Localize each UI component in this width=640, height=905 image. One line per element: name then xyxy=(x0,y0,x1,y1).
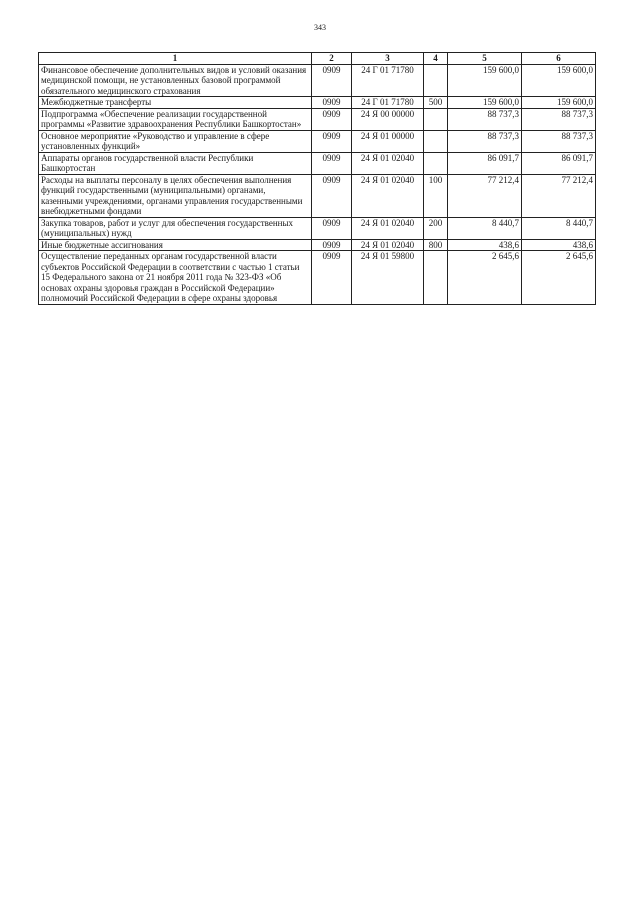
row-section: 0909 xyxy=(312,108,352,130)
table-row xyxy=(39,251,596,305)
row-expense-type: 200 xyxy=(424,217,448,239)
row-expense-type xyxy=(424,130,448,152)
row-amount-6: 159 600,0 xyxy=(522,64,596,97)
table-row xyxy=(39,217,596,239)
row-target-article: 24 Г 01 71780 xyxy=(352,64,424,97)
row-expense-type xyxy=(424,251,448,305)
row-amount-5: 8 440,7 xyxy=(448,217,522,239)
row-target-article: 24 Я 01 02040 xyxy=(352,239,424,251)
row-name: Иные бюджетные ассигнования xyxy=(39,239,312,251)
table-row xyxy=(39,108,596,130)
row-amount-6: 2 645,6 xyxy=(522,251,596,305)
table-row xyxy=(39,174,596,217)
column-header: 3 xyxy=(352,53,424,65)
row-section: 0909 xyxy=(312,130,352,152)
column-header: 4 xyxy=(424,53,448,65)
row-target-article: 24 Г 01 71780 xyxy=(352,97,424,109)
row-amount-5: 159 600,0 xyxy=(448,64,522,97)
row-amount-5: 438,6 xyxy=(448,239,522,251)
table-row xyxy=(39,130,596,152)
row-amount-5: 77 212,4 xyxy=(448,174,522,217)
budget-table xyxy=(38,52,596,305)
row-amount-6: 86 091,7 xyxy=(522,152,596,174)
table-row xyxy=(39,239,596,251)
row-section: 0909 xyxy=(312,217,352,239)
row-target-article: 24 Я 01 02040 xyxy=(352,152,424,174)
row-amount-6: 8 440,7 xyxy=(522,217,596,239)
row-amount-5: 88 737,3 xyxy=(448,130,522,152)
row-expense-type: 500 xyxy=(424,97,448,109)
column-header: 2 xyxy=(312,53,352,65)
row-amount-5: 88 737,3 xyxy=(448,108,522,130)
row-expense-type: 800 xyxy=(424,239,448,251)
row-name: Подпрограмма «Обеспечение реализации государственной программы «Развитие здравоохранения Республики Башкортостан» xyxy=(39,108,312,130)
row-expense-type: 100 xyxy=(424,174,448,217)
table-row xyxy=(39,97,596,109)
row-name: Осуществление переданных органам государственной власти субъектов Российской Федерации в соответствии с частью 1 статьи 15 Федерального закона от 21 ноября 2011 года № 323-ФЗ «Об основах охраны здоровья граждан в Российской Федерации» полномочий Российской Федерации в сфере охраны здоровья xyxy=(39,251,312,305)
row-name: Аппараты органов государственной власти Республики Башкортостан xyxy=(39,152,312,174)
row-amount-6: 159 600,0 xyxy=(522,97,596,109)
row-amount-5: 2 645,6 xyxy=(448,251,522,305)
table-row xyxy=(39,152,596,174)
row-name: Межбюджетные трансферты xyxy=(39,97,312,109)
row-name: Закупка товаров, работ и услуг для обеспечения государственных (муниципальных) нужд xyxy=(39,217,312,239)
column-header: 5 xyxy=(448,53,522,65)
row-section: 0909 xyxy=(312,251,352,305)
row-target-article: 24 Я 00 00000 xyxy=(352,108,424,130)
row-section: 0909 xyxy=(312,64,352,97)
row-target-article: 24 Я 01 02040 xyxy=(352,174,424,217)
row-section: 0909 xyxy=(312,97,352,109)
row-target-article: 24 Я 01 00000 xyxy=(352,130,424,152)
row-amount-5: 159 600,0 xyxy=(448,97,522,109)
row-expense-type xyxy=(424,64,448,97)
row-target-article: 24 Я 01 02040 xyxy=(352,217,424,239)
row-expense-type xyxy=(424,152,448,174)
column-header: 1 xyxy=(39,53,312,65)
header-row xyxy=(39,53,596,65)
page-number: 343 xyxy=(314,23,326,32)
row-name: Основное мероприятие «Руководство и управление в сфере установленных функций» xyxy=(39,130,312,152)
row-target-article: 24 Я 01 59800 xyxy=(352,251,424,305)
row-section: 0909 xyxy=(312,239,352,251)
table-row xyxy=(39,64,596,97)
row-amount-6: 438,6 xyxy=(522,239,596,251)
row-section: 0909 xyxy=(312,152,352,174)
row-amount-6: 77 212,4 xyxy=(522,174,596,217)
row-amount-6: 88 737,3 xyxy=(522,108,596,130)
row-expense-type xyxy=(424,108,448,130)
row-name: Финансовое обеспечение дополнительных видов и условий оказания медицинской помощи, не установленных базовой программой обязательного медицинского страхования xyxy=(39,64,312,97)
row-amount-5: 86 091,7 xyxy=(448,152,522,174)
row-section: 0909 xyxy=(312,174,352,217)
column-header: 6 xyxy=(522,53,596,65)
row-name: Расходы на выплаты персоналу в целях обеспечения выполнения функций государственными (муниципальными) органами, казенными учреждениями, органами управления государственными внебюджетными фондами xyxy=(39,174,312,217)
row-amount-6: 88 737,3 xyxy=(522,130,596,152)
